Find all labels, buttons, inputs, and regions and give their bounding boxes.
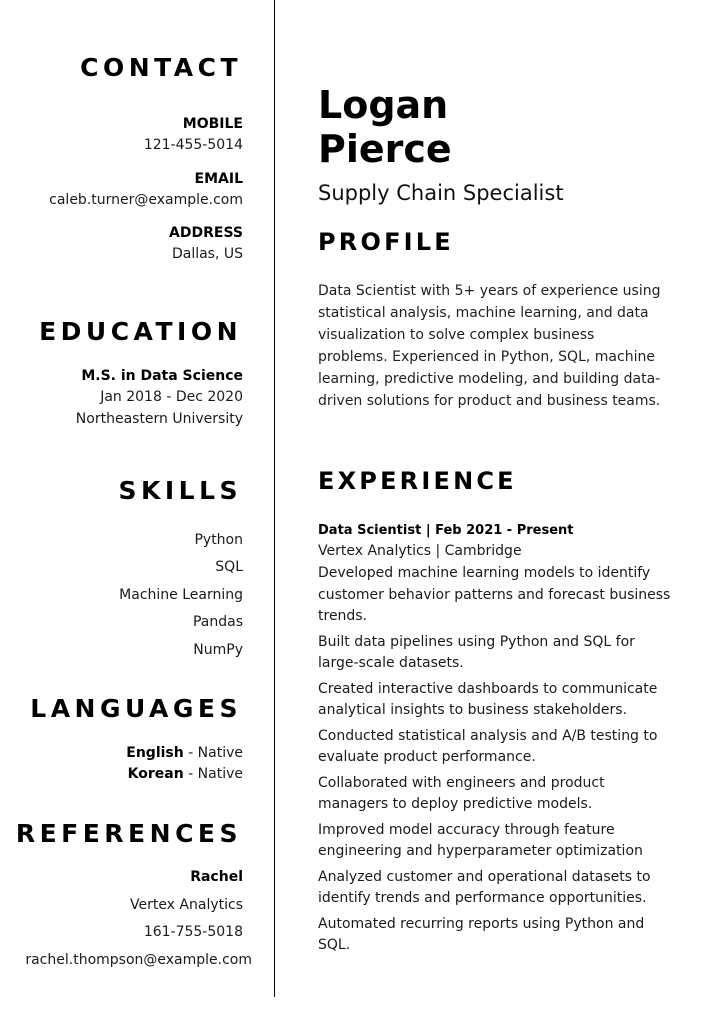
references-heading: REFERENCES bbox=[15, 819, 242, 848]
education-dates: Jan 2018 - Dec 2020 bbox=[100, 389, 243, 405]
experience-heading: EXPERIENCE bbox=[318, 467, 517, 495]
address-value: Dallas, US bbox=[171, 246, 243, 262]
language-item bbox=[128, 764, 243, 784]
degree: M.S. in Data Science bbox=[81, 368, 243, 384]
list-item: Analyzed customer and operational datasets to identify trends and performance opportunities. bbox=[318, 868, 651, 906]
reference-email[interactable]: rachel.thompson@example.com bbox=[25, 952, 252, 968]
company-location: Vertex Analytics | Cambridge bbox=[318, 543, 522, 559]
reference-name: Rachel bbox=[190, 869, 243, 885]
job-heading: Data Scientist | Feb 2021 - Present bbox=[318, 523, 574, 538]
reference-phone: 161-755-5018 bbox=[143, 924, 243, 940]
list-item: Conducted statistical analysis and A/B testing to evaluate product performance. bbox=[318, 727, 658, 765]
skill-item: SQL bbox=[215, 559, 243, 575]
education-heading: EDUCATION bbox=[39, 317, 242, 346]
language-name: English bbox=[126, 745, 184, 761]
language-item bbox=[126, 743, 243, 763]
experience-bullets bbox=[318, 563, 678, 961]
language-name: Korean bbox=[127, 766, 184, 782]
skill-item: Machine Learning bbox=[119, 587, 243, 603]
reference-company: Vertex Analytics bbox=[129, 897, 243, 913]
profile-text: Data Scientist with 5+ years of experience using statistical analysis, machine learning, and data visualization to solve complex business problems. Experienced in Python, SQL, machine learning, predictive modeling, and building data-driven solutions for product and business teams. bbox=[318, 283, 661, 409]
list-item: Built data pipelines using Python and SQL for large-scale datasets. bbox=[318, 633, 635, 671]
list-item: Collaborated with engineers and product managers to deploy predictive models. bbox=[318, 774, 605, 812]
languages-heading: LANGUAGES bbox=[30, 694, 242, 723]
sidebar bbox=[0, 0, 274, 1024]
language-level: - Native bbox=[183, 766, 243, 782]
mobile-value: 121-455-5014 bbox=[143, 137, 243, 153]
email-label: EMAIL bbox=[194, 171, 243, 187]
first-name: Logan bbox=[318, 83, 449, 127]
skill-item: NumPy bbox=[193, 642, 243, 658]
list-item: Improved model accuracy through feature engineering and hyperparameter optimization bbox=[318, 821, 643, 859]
school: Northeastern University bbox=[75, 411, 243, 427]
profile-heading: PROFILE bbox=[318, 228, 454, 256]
email-value[interactable]: caleb.turner@example.com bbox=[49, 192, 243, 208]
skill-item: Pandas bbox=[192, 614, 243, 630]
last-name: Pierce bbox=[318, 127, 452, 171]
language-level: - Native bbox=[183, 745, 243, 761]
skill-item: Python bbox=[194, 532, 243, 548]
job-title: Supply Chain Specialist bbox=[318, 181, 564, 205]
list-item: Created interactive dashboards to communicate analytical insights to business stakeholders. bbox=[318, 680, 658, 718]
column-divider bbox=[274, 0, 275, 997]
contact-heading: CONTACT bbox=[80, 53, 242, 82]
mobile-label: MOBILE bbox=[182, 116, 243, 132]
list-item: Developed machine learning models to identify customer behavior patterns and forecast business trends. bbox=[318, 565, 671, 624]
skills-heading: SKILLS bbox=[118, 476, 242, 505]
address-label: ADDRESS bbox=[169, 225, 243, 241]
list-item: Automated recurring reports using Python and SQL. bbox=[318, 915, 645, 953]
